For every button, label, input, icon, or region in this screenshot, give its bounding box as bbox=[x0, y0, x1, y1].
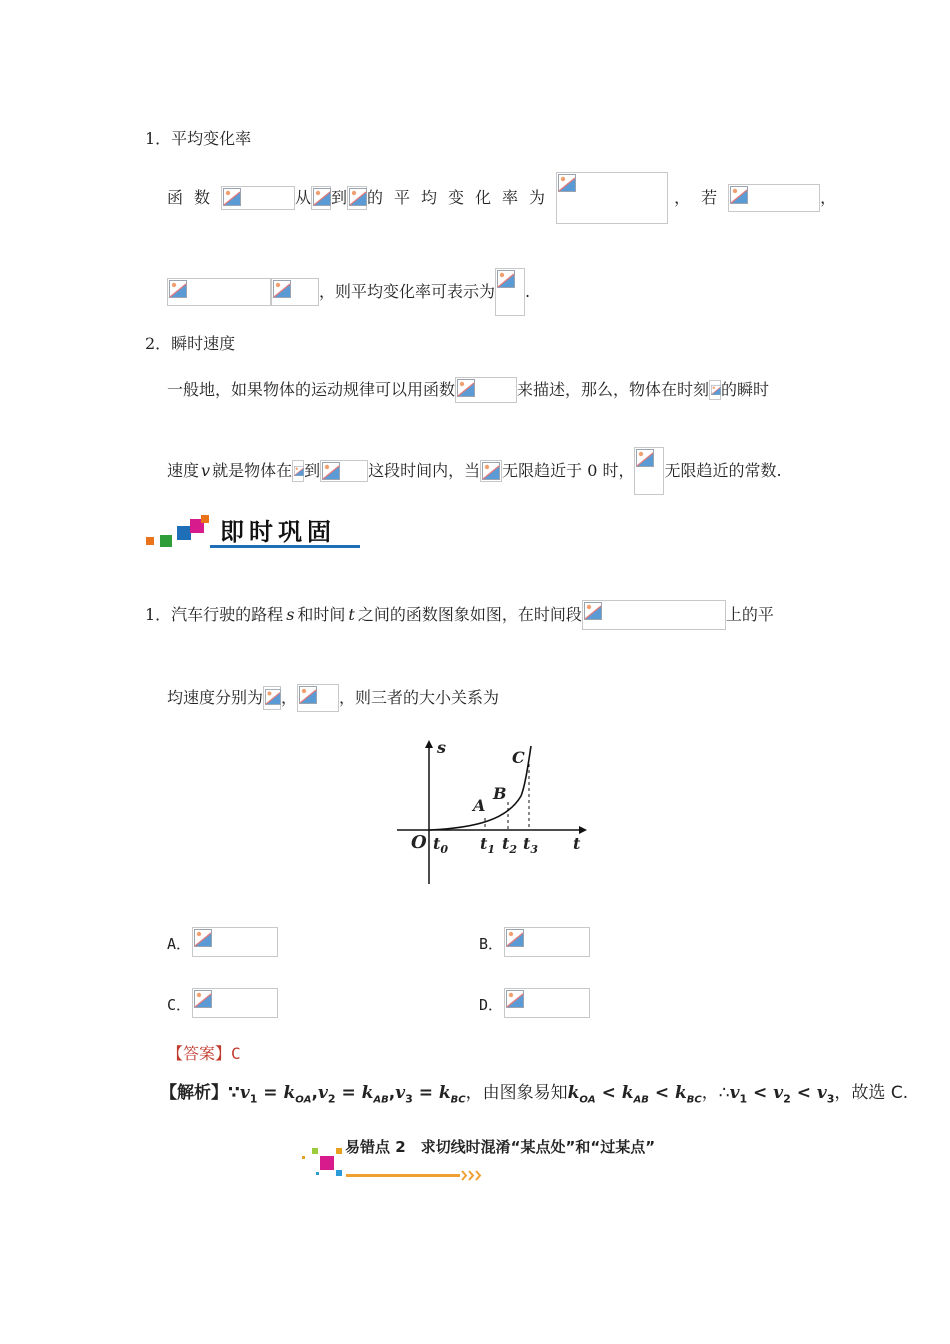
eq-v2-sub: 2 bbox=[327, 1092, 336, 1106]
text-motion-function: 一般地，如果物体的运动规律可以用函数 bbox=[167, 380, 456, 399]
text-function: 函数 bbox=[167, 188, 222, 207]
eq-k-ab-sub: AB bbox=[373, 1094, 389, 1106]
eq-sign-1: = bbox=[257, 1083, 284, 1103]
tick-t0-letter: t bbox=[433, 834, 441, 853]
eq-v1: v bbox=[239, 1083, 250, 1103]
tick-t3-sub: 3 bbox=[530, 843, 539, 857]
pitfall-dot-2 bbox=[316, 1172, 319, 1175]
formula-image-rate-fraction bbox=[556, 172, 668, 224]
pitfall-dot-1 bbox=[302, 1156, 305, 1159]
formula-image-ds-dt bbox=[634, 447, 664, 495]
pitfall-arrow-2 bbox=[469, 1171, 473, 1180]
pitfall-arrow-1 bbox=[462, 1171, 466, 1180]
text-instantaneous: 的瞬时 bbox=[721, 380, 770, 399]
origin-label: O bbox=[411, 832, 427, 853]
text-average: 上的平 bbox=[725, 605, 774, 624]
var-v: v bbox=[201, 461, 211, 480]
formula-image-fx-diff bbox=[271, 278, 319, 306]
analysis-end: ，故选 C. bbox=[834, 1083, 909, 1103]
image-placeholder-icon bbox=[506, 990, 524, 1008]
text-velocity: 速度 bbox=[167, 461, 200, 480]
text-is-object-at: 就是物体在 bbox=[212, 461, 293, 480]
eq-v3: v bbox=[395, 1083, 406, 1103]
formula-image-t0 bbox=[709, 380, 721, 400]
point-label-c: C bbox=[512, 748, 525, 767]
ineq-v3-sub: 3 bbox=[826, 1092, 835, 1106]
text-describe-at-time: 来描述，那么，物体在时刻 bbox=[517, 380, 710, 399]
text-average-rate-is: 的平均变化率为 bbox=[367, 188, 557, 207]
choice-label-d: D． bbox=[479, 996, 504, 1014]
eq-k-ab: k bbox=[361, 1083, 374, 1103]
graph-canvas bbox=[395, 738, 595, 888]
text-time-interval-when: 这段时间内，当 bbox=[368, 461, 481, 480]
image-placeholder-icon bbox=[497, 270, 515, 288]
ineq-lt-1: < bbox=[595, 1083, 622, 1103]
y-axis-arrow bbox=[425, 740, 433, 748]
line-instantaneous-velocity-2 bbox=[167, 447, 782, 495]
choice-d-image[interactable] bbox=[504, 988, 590, 1018]
formula-image-st bbox=[455, 377, 517, 403]
eq-k-oa: k bbox=[283, 1083, 296, 1103]
choice-b-image[interactable] bbox=[504, 927, 590, 957]
text-problem-intro: 1．汽车行驶的路程 bbox=[145, 605, 284, 624]
tick-t2-letter: t bbox=[502, 834, 510, 853]
image-placeholder-icon bbox=[169, 280, 187, 298]
text-comma: ， bbox=[820, 188, 837, 207]
formula-image-t0-dt bbox=[320, 460, 368, 482]
eq-k-oa-sub: OA bbox=[295, 1094, 312, 1106]
image-placeholder-icon bbox=[558, 174, 576, 192]
formula-image-x1 bbox=[311, 186, 331, 210]
item-title-instantaneous-velocity: 2．瞬时速度 bbox=[145, 334, 236, 353]
image-placeholder-icon bbox=[294, 462, 304, 480]
analysis-therefore: ，∴ bbox=[701, 1083, 730, 1103]
tick-label-t0 bbox=[433, 834, 448, 856]
eq-k-bc-sub: BC bbox=[450, 1094, 466, 1106]
image-placeholder-icon bbox=[194, 929, 212, 947]
pitfall-square-3 bbox=[336, 1148, 342, 1154]
ineq-v1: v bbox=[729, 1083, 740, 1103]
eq-v1-sub: 1 bbox=[249, 1092, 258, 1106]
answer-line bbox=[167, 1041, 241, 1064]
point-label-b: B bbox=[493, 784, 507, 803]
formula-image-intervals bbox=[582, 600, 726, 630]
text-if: ，若 bbox=[674, 188, 729, 207]
ineq-k-bc-sub: BC bbox=[686, 1094, 702, 1106]
image-placeholder-icon bbox=[730, 186, 748, 204]
choice-label-c: C． bbox=[167, 996, 192, 1014]
formula-image-fx bbox=[221, 186, 295, 210]
image-placeholder-icon bbox=[223, 188, 241, 206]
banner-practice bbox=[144, 510, 360, 552]
choice-label-b: B． bbox=[479, 935, 504, 953]
ineq-k-ab: k bbox=[621, 1083, 634, 1103]
choice-label-a: A． bbox=[167, 935, 192, 953]
pitfall-arrow-3 bbox=[476, 1171, 480, 1180]
eq-comma-2: , bbox=[388, 1083, 396, 1103]
text-average-velocity: 均速度分别为 bbox=[167, 688, 264, 707]
choice-a-image[interactable] bbox=[192, 927, 278, 957]
analysis-because: ∵ bbox=[228, 1083, 240, 1103]
image-placeholder-icon bbox=[299, 686, 317, 704]
ineq-v2: v bbox=[773, 1083, 784, 1103]
answer-value: C bbox=[231, 1044, 241, 1063]
line-average-rate-definition bbox=[167, 172, 836, 224]
eq-v2: v bbox=[317, 1083, 328, 1103]
banner-square-2 bbox=[160, 535, 172, 547]
eq-k-bc: k bbox=[438, 1083, 451, 1103]
choice-c-image[interactable] bbox=[192, 988, 278, 1018]
ineq-k-oa: k bbox=[567, 1083, 580, 1103]
tick-label-t1 bbox=[480, 834, 495, 856]
image-placeholder-icon bbox=[711, 382, 721, 398]
item-title-average-rate: 1．平均变化率 bbox=[145, 129, 252, 148]
axis-label-s: s bbox=[437, 738, 447, 757]
banner-square-3 bbox=[177, 526, 191, 540]
ineq-k-ab-sub: AB bbox=[633, 1094, 649, 1106]
distance-time-graph bbox=[395, 738, 595, 888]
image-placeholder-icon bbox=[322, 462, 340, 480]
ineq-lt-3: < bbox=[747, 1083, 774, 1103]
text-period: . bbox=[525, 282, 531, 301]
tick-t3-letter: t bbox=[523, 834, 531, 853]
banner-square-1 bbox=[146, 537, 154, 545]
text-to: 到 bbox=[331, 188, 348, 207]
analysis-tag: 【解析】 bbox=[160, 1083, 228, 1103]
image-placeholder-icon bbox=[313, 188, 331, 206]
formula-image-dt bbox=[480, 460, 502, 482]
formula-image-t0-b bbox=[292, 460, 304, 482]
text-and-time: 和时间 bbox=[297, 605, 346, 624]
formula-image-v1 bbox=[263, 686, 281, 710]
formula-image-x2 bbox=[347, 186, 367, 210]
tick-label-t3 bbox=[523, 834, 538, 856]
ineq-lt-2: < bbox=[648, 1083, 676, 1103]
image-placeholder-icon bbox=[457, 379, 475, 397]
text-rate-can-be-written: ，则平均变化率可表示为 bbox=[319, 282, 496, 301]
pitfall-square-1 bbox=[312, 1148, 318, 1154]
banner-square-5 bbox=[201, 515, 209, 523]
ineq-v2-sub: 2 bbox=[783, 1092, 791, 1106]
image-placeholder-icon bbox=[636, 449, 654, 467]
text-relation: ，则三者的大小关系为 bbox=[339, 688, 500, 707]
analysis-mid: ，由图象易知 bbox=[465, 1083, 568, 1103]
image-placeholder-icon bbox=[273, 280, 291, 298]
eq-v3-sub: 3 bbox=[405, 1092, 413, 1106]
var-s: s bbox=[286, 605, 295, 624]
ineq-lt-4: < bbox=[790, 1083, 817, 1103]
formula-image-dy-dx bbox=[495, 268, 525, 316]
eq-sign-3: = bbox=[412, 1083, 439, 1103]
ineq-v3: v bbox=[816, 1083, 827, 1103]
image-placeholder-icon bbox=[584, 602, 602, 620]
analysis-line bbox=[160, 1078, 908, 1105]
tick-t2-sub: 2 bbox=[509, 843, 518, 857]
tick-t1-letter: t bbox=[480, 834, 488, 853]
x-axis-arrow bbox=[579, 826, 587, 834]
text-to-2: 到 bbox=[304, 461, 321, 480]
problem-line-1 bbox=[145, 600, 774, 630]
ineq-k-oa-sub: OA bbox=[579, 1094, 596, 1106]
tick-t1-sub: 1 bbox=[487, 843, 496, 857]
point-label-a: A bbox=[473, 796, 486, 815]
pitfall-title: 易错点 2 求切线时混淆“某点处”和“过某点” bbox=[345, 1138, 656, 1156]
ineq-v1-sub: 1 bbox=[739, 1092, 748, 1106]
eq-sign-2: = bbox=[335, 1083, 362, 1103]
image-placeholder-icon bbox=[506, 929, 524, 947]
text-graph-interval: 之间的函数图象如图，在时间段 bbox=[357, 605, 582, 624]
formula-image-delta-x bbox=[728, 184, 820, 212]
tick-label-t2 bbox=[502, 834, 517, 856]
ineq-k-bc: k bbox=[675, 1083, 687, 1103]
image-placeholder-icon bbox=[482, 462, 500, 480]
line-average-rate-expression bbox=[167, 268, 530, 316]
line-instantaneous-velocity-1 bbox=[167, 377, 769, 403]
image-placeholder-icon bbox=[349, 188, 367, 206]
text-limit-constant: 无限趋近的常数. bbox=[664, 461, 782, 480]
pitfall-square-4 bbox=[336, 1170, 342, 1176]
answer-tag: 【答案】 bbox=[167, 1044, 232, 1063]
eq-comma-1: , bbox=[311, 1083, 318, 1103]
problem-line-2 bbox=[167, 684, 499, 712]
text-comma-2: ， bbox=[281, 688, 298, 707]
text-approaches-zero: 无限趋近于 0 时， bbox=[502, 461, 635, 480]
image-placeholder-icon bbox=[265, 688, 281, 706]
tick-t0-sub: 0 bbox=[440, 843, 449, 857]
banner-title: 即时巩固 bbox=[220, 517, 336, 546]
formula-image-v2-v3 bbox=[297, 684, 339, 712]
formula-image-delta-y bbox=[167, 278, 271, 306]
image-placeholder-icon bbox=[194, 990, 212, 1008]
text-from: 从 bbox=[295, 188, 312, 207]
pitfall-line bbox=[346, 1174, 460, 1177]
axis-label-t: t bbox=[573, 834, 581, 853]
var-t: t bbox=[348, 605, 355, 624]
pitfall-square-2 bbox=[320, 1156, 334, 1170]
